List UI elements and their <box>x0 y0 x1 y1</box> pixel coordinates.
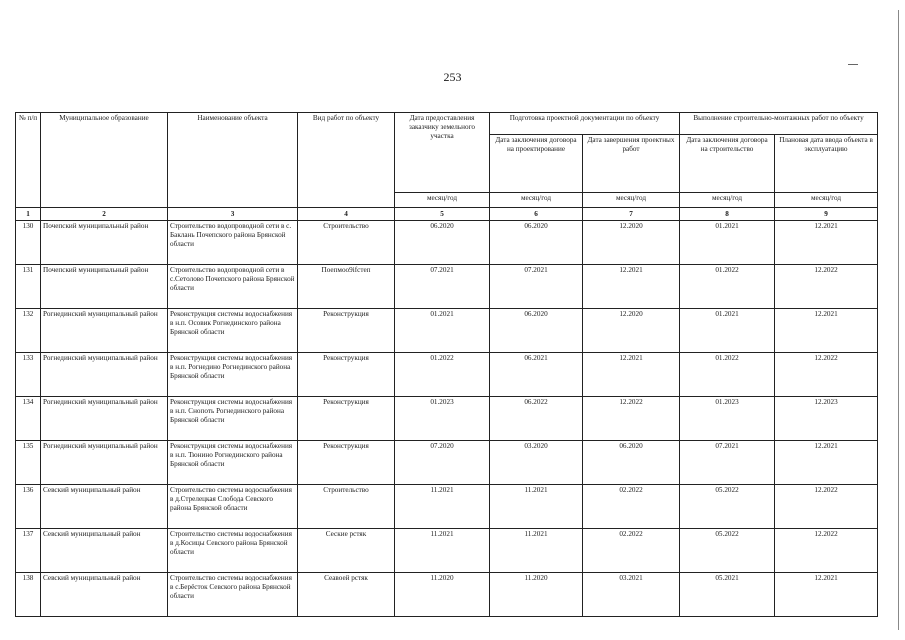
header-municipality: Муниципальное образование <box>41 113 168 208</box>
cell-design-done: 12.2020 <box>583 221 680 265</box>
table-row <box>16 529 878 573</box>
cell-commission-date: 12.2022 <box>775 353 878 397</box>
cell-num: 135 <box>16 441 41 485</box>
cell-land-date: 11.2021 <box>395 485 490 529</box>
header-object-name: Наименование объекта <box>168 113 298 208</box>
column-number: 4 <box>298 208 395 221</box>
cell-design-contract: 06.2022 <box>490 397 583 441</box>
cell-commission-date: 12.2022 <box>775 485 878 529</box>
cell-land-date: 07.2021 <box>395 265 490 309</box>
cell-object-name: Реконструкция системы водоснабжения в н.п. Осовик Рогнединского района Брянской области <box>168 309 298 353</box>
cell-design-done: 02.2022 <box>583 529 680 573</box>
cell-design-done: 12.2020 <box>583 309 680 353</box>
header-unit: месяц/год <box>680 193 775 208</box>
column-number: 5 <box>395 208 490 221</box>
cell-num: 137 <box>16 529 41 573</box>
cell-land-date: 11.2021 <box>395 529 490 573</box>
cell-work-type: Реконструкция <box>298 309 395 353</box>
cell-design-contract: 03.2020 <box>490 441 583 485</box>
cell-construction-contract: 01.2021 <box>680 309 775 353</box>
cell-municipality: Севский муниципальный район <box>41 529 168 573</box>
table-row <box>16 397 878 441</box>
table-row <box>16 221 878 265</box>
cell-construction-contract: 05.2022 <box>680 529 775 573</box>
cell-design-done: 12.2022 <box>583 397 680 441</box>
header-work-type: Вид работ по объекту <box>298 113 395 208</box>
cell-municipality: Севский муниципальный район <box>41 573 168 617</box>
cell-municipality: Рогнединский муниципальный район <box>41 441 168 485</box>
cell-design-contract: 06.2020 <box>490 221 583 265</box>
schedule-table <box>15 112 878 617</box>
cell-commission-date: 12.2021 <box>775 441 878 485</box>
column-numbers-row <box>16 208 878 221</box>
header-unit: месяц/год <box>395 193 490 208</box>
table-row <box>16 353 878 397</box>
cell-object-name: Строительство водопроводной сети в с. Баклань Почепского района Брянской области <box>168 221 298 265</box>
cell-work-type: Строительство <box>298 485 395 529</box>
column-number: 7 <box>583 208 680 221</box>
cell-construction-contract: 05.2021 <box>680 573 775 617</box>
cell-object-name: Строительство системы водоснабжения в д.Стрелецкая Слобода Севского района Брянской области <box>168 485 298 529</box>
header-construction-contract: Дата заключения договора на строительство <box>680 135 775 193</box>
cell-commission-date: 12.2023 <box>775 397 878 441</box>
cell-work-type: Поепмоо9ifстеп <box>298 265 395 309</box>
cell-municipality: Почепский муниципальный район <box>41 221 168 265</box>
table-header <box>16 113 878 221</box>
cell-object-name: Реконструкция системы водоснабжения в н.п. Тюнино Рогнединского района Брянской области <box>168 441 298 485</box>
cell-commission-date: 12.2021 <box>775 221 878 265</box>
cell-design-done: 03.2021 <box>583 573 680 617</box>
page-number: 253 <box>443 70 462 84</box>
cell-object-name: Строительство системы водоснабжения в с.Берёсток Севского района Брянской области <box>168 573 298 617</box>
cell-num: 133 <box>16 353 41 397</box>
cell-design-done: 12.2021 <box>583 353 680 397</box>
table-row <box>16 265 878 309</box>
header-num: № п/п <box>16 113 41 208</box>
cell-object-name: Реконструкция системы водоснабжения в н.п. Снопоть Рогнединского района Брянской области <box>168 397 298 441</box>
header-construction-group: Выполнение строительно-монтажных работ по объекту <box>680 113 878 135</box>
column-number: 1 <box>16 208 41 221</box>
header-unit: месяц/год <box>490 193 583 208</box>
table-row <box>16 309 878 353</box>
cell-design-done: 12.2021 <box>583 265 680 309</box>
header-design-done: Дата завершения проектных работ <box>583 135 680 193</box>
cell-land-date: 07.2020 <box>395 441 490 485</box>
header-design-group: Подготовка проектной документации по объекту <box>490 113 680 135</box>
cell-num: 134 <box>16 397 41 441</box>
cell-construction-contract: 01.2022 <box>680 265 775 309</box>
cell-object-name: Строительство системы водоснабжения в д.Косицы Севского района Брянской области <box>168 529 298 573</box>
cell-num: 131 <box>16 265 41 309</box>
cell-construction-contract: 01.2023 <box>680 397 775 441</box>
header-design-contract: Дата заключения договора на проектирование <box>490 135 583 193</box>
cell-work-type: Строительство <box>298 221 395 265</box>
column-number: 8 <box>680 208 775 221</box>
header-unit: месяц/год <box>583 193 680 208</box>
cell-num: 138 <box>16 573 41 617</box>
cell-municipality: Рогнединский муниципальный район <box>41 309 168 353</box>
cell-land-date: 01.2021 <box>395 309 490 353</box>
header-unit: месяц/год <box>775 193 878 208</box>
cell-municipality: Рогнединский муниципальный район <box>41 353 168 397</box>
column-number: 2 <box>41 208 168 221</box>
cell-work-type: Сеские рстяк <box>298 529 395 573</box>
cell-construction-contract: 01.2022 <box>680 353 775 397</box>
cell-num: 136 <box>16 485 41 529</box>
cell-land-date: 01.2022 <box>395 353 490 397</box>
cell-design-done: 02.2022 <box>583 485 680 529</box>
cell-design-done: 06.2020 <box>583 441 680 485</box>
cell-work-type: Реконструкция <box>298 397 395 441</box>
table-row <box>16 441 878 485</box>
cell-commission-date: 12.2021 <box>775 309 878 353</box>
cell-work-type: Сеавоей рстяк <box>298 573 395 617</box>
cell-land-date: 01.2023 <box>395 397 490 441</box>
cell-commission-date: 12.2022 <box>775 529 878 573</box>
cell-municipality: Почепский муниципальный район <box>41 265 168 309</box>
scan-speck <box>848 64 858 65</box>
cell-design-contract: 11.2020 <box>490 573 583 617</box>
cell-commission-date: 12.2021 <box>775 573 878 617</box>
cell-construction-contract: 07.2021 <box>680 441 775 485</box>
table-body <box>16 221 878 617</box>
cell-work-type: Реконструкция <box>298 353 395 397</box>
cell-municipality: Рогнединский муниципальный район <box>41 397 168 441</box>
cell-design-contract: 11.2021 <box>490 485 583 529</box>
table-row <box>16 573 878 617</box>
cell-commission-date: 12.2022 <box>775 265 878 309</box>
cell-municipality: Севский муниципальный район <box>41 485 168 529</box>
cell-construction-contract: 05.2022 <box>680 485 775 529</box>
cell-construction-contract: 01.2021 <box>680 221 775 265</box>
cell-design-contract: 11.2021 <box>490 529 583 573</box>
cell-land-date: 11.2020 <box>395 573 490 617</box>
cell-work-type: Реконструкция <box>298 441 395 485</box>
header-land-date: Дата предоставления заказчику земельного участка <box>395 113 490 193</box>
cell-num: 130 <box>16 221 41 265</box>
scan-edge-line <box>898 10 899 630</box>
header-commission-date: Плановая дата ввода объекта в эксплуатацию <box>775 135 878 193</box>
column-number: 3 <box>168 208 298 221</box>
column-number: 6 <box>490 208 583 221</box>
cell-design-contract: 06.2021 <box>490 353 583 397</box>
table-row <box>16 485 878 529</box>
cell-num: 132 <box>16 309 41 353</box>
cell-land-date: 06.2020 <box>395 221 490 265</box>
cell-design-contract: 06.2020 <box>490 309 583 353</box>
cell-object-name: Реконструкция системы водоснабжения в н.п. Рогнедино Рогнединского района Брянской области <box>168 353 298 397</box>
cell-object-name: Строительство водопроводной сети в с.Сетолово Почепского района Брянской области <box>168 265 298 309</box>
column-number: 9 <box>775 208 878 221</box>
cell-design-contract: 07.2021 <box>490 265 583 309</box>
